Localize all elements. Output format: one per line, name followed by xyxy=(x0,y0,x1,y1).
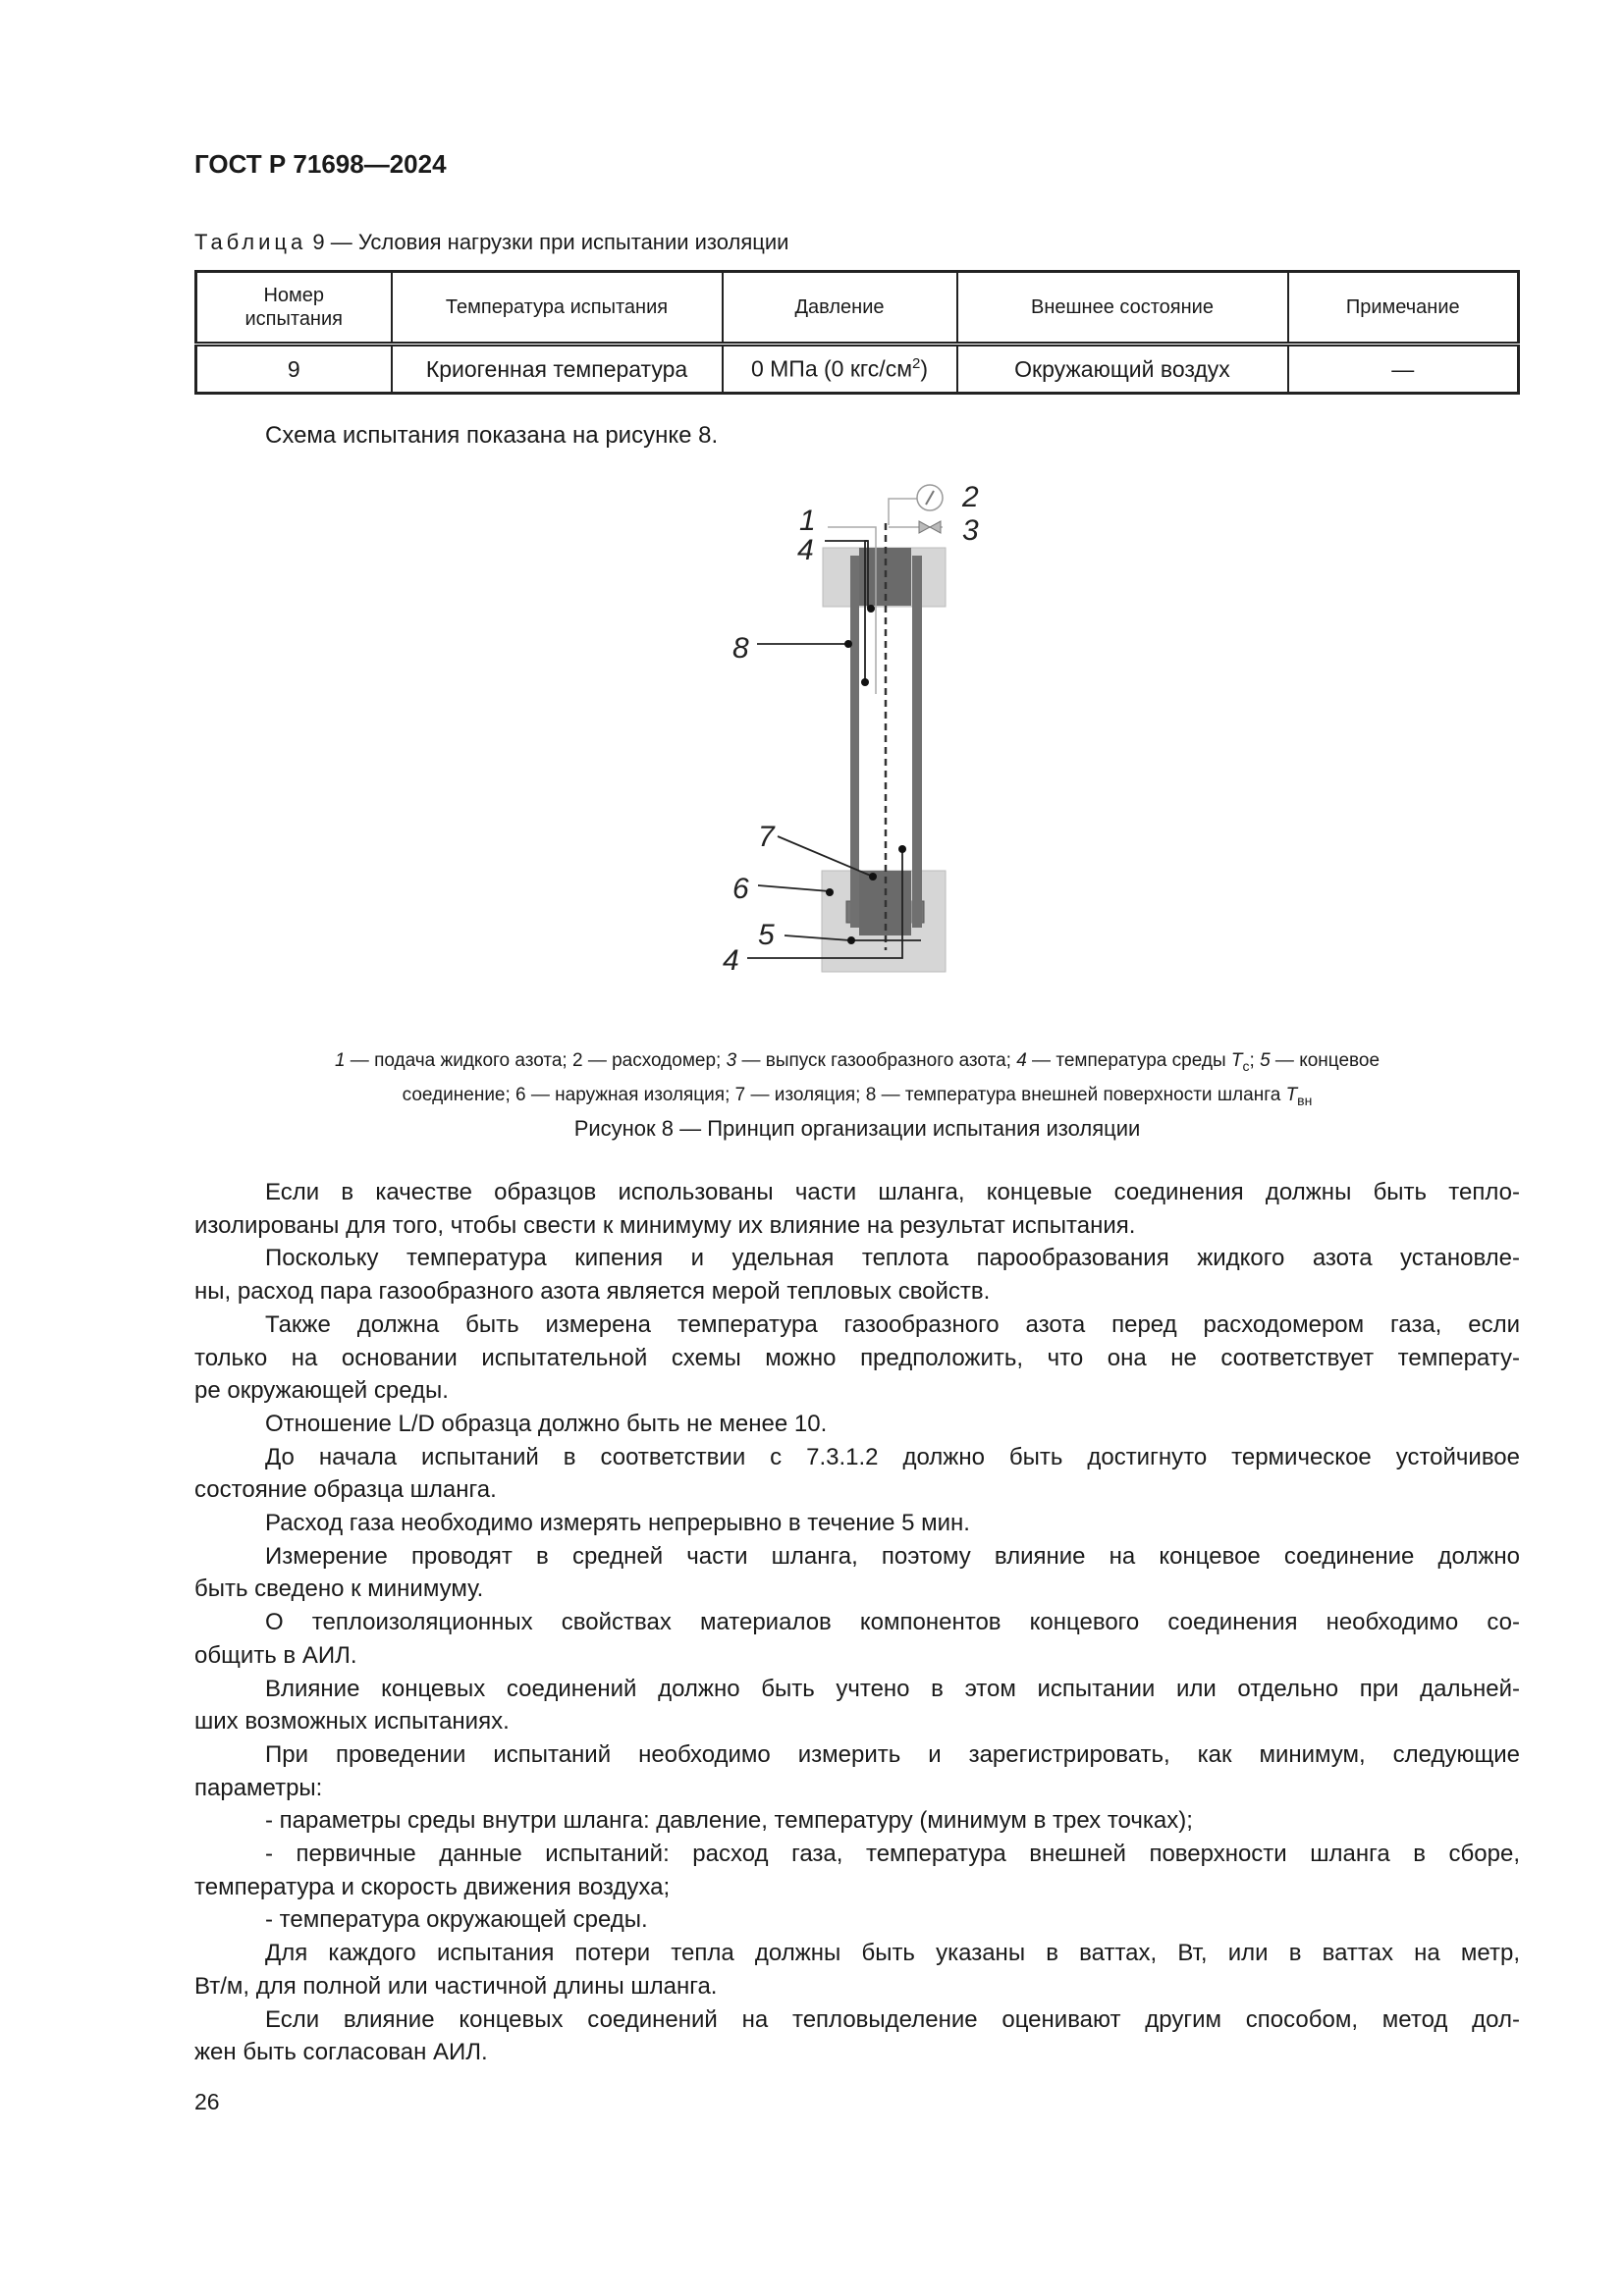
paragraph xyxy=(194,1507,1520,1540)
legend-num: 4 xyxy=(1016,1050,1027,1071)
symbol-t: T xyxy=(1285,1084,1298,1105)
cell-state: Окружающий воздух xyxy=(957,345,1288,394)
paragraph xyxy=(194,1673,1520,1738)
paragraph-line: - первичные данные испытаний: расход газа, температура внешней поверхности шланга в сборе, xyxy=(265,1841,1520,1868)
intro-text: Схема испытания показана на рисунке 8. xyxy=(265,422,719,449)
symbol-sub: вн xyxy=(1297,1092,1313,1108)
paragraph-line: параметры: xyxy=(194,1774,323,1801)
table-title-prefix: Таблица xyxy=(194,230,307,254)
paragraph-line: состояние образца шланга. xyxy=(194,1476,497,1504)
paragraph xyxy=(194,1738,1520,1804)
table-header-row xyxy=(196,272,1519,345)
label-7: 7 xyxy=(758,821,775,853)
pressure-sup: 2 xyxy=(912,355,921,373)
paragraph-line: О теплоизоляционных свойствах материалов компонентов концевого соединения необходимо со- xyxy=(265,1609,1520,1636)
paragraph xyxy=(194,2003,1520,2069)
legend-text: — концевое xyxy=(1270,1050,1380,1071)
paragraph-line: ших возможных испытаниях. xyxy=(194,1708,510,1735)
symbol-sub: с xyxy=(1242,1057,1250,1074)
table-title xyxy=(194,230,788,255)
paragraph-line: ны, расход пара газообразного азота является мерой тепловых свойств. xyxy=(194,1278,991,1306)
paragraph xyxy=(194,1408,1520,1441)
legend-num: 5 xyxy=(1260,1050,1271,1071)
paragraph-line: Расход газа необходимо измерять непрерывно в течение 5 мин. xyxy=(265,1510,970,1537)
legend-line-1 xyxy=(194,1046,1520,1081)
pressure-text: 0 МПа (0 кгс/см xyxy=(750,355,913,382)
symbol-t: T xyxy=(1230,1050,1243,1071)
label-2: 2 xyxy=(962,481,979,513)
table-title-text: 9 — Условия нагрузки при испытании изоляции xyxy=(306,230,789,254)
legend-text: — подача жидкого азота; 2 — расходомер; xyxy=(345,1050,727,1071)
paragraph xyxy=(194,1242,1520,1308)
paragraph-line: изолированы для того, чтобы свести к минимуму их влияние на результат испытания. xyxy=(194,1211,1136,1239)
paragraph-line: Вт/м, для полной или частичной длины шланга. xyxy=(194,1972,718,2000)
legend-text: — выпуск газообразного азота; xyxy=(736,1050,1017,1071)
bottom-insulation xyxy=(822,871,946,972)
document-header: ГОСТ Р 71698—2024 xyxy=(194,149,447,179)
paragraph-line: Измерение проводят в средней части шланга, поэтому влияние на концевое соединение должно xyxy=(265,1542,1520,1570)
header-cell: Примечание xyxy=(1288,272,1519,345)
label-5: 5 xyxy=(758,919,775,951)
paragraph-line: - температура окружающей среды. xyxy=(265,1906,648,1934)
test-scheme-diagram xyxy=(687,471,1041,1001)
paragraph-line: Отношение L/D образца должно быть не менее 10. xyxy=(265,1410,828,1437)
paragraph-line: ре окружающей среды. xyxy=(194,1377,449,1405)
paragraph-line: Также должна быть измерена температура газообразного азота перед расходомером газа, если xyxy=(265,1310,1520,1338)
paragraph xyxy=(194,1838,1520,1903)
header-cell: Температура испытания xyxy=(392,272,723,345)
paragraph-line: Если в качестве образцов использованы части шланга, концевые соединения должны быть тепло- xyxy=(265,1179,1520,1205)
paragraph-line: жен быть согласован АИЛ. xyxy=(194,2039,488,2066)
header-cell: Внешнее состояние xyxy=(957,272,1288,345)
label-3: 3 xyxy=(962,514,979,547)
figure-legend xyxy=(194,1046,1520,1115)
paragraph-line: При проведении испытаний необходимо измерить и зарегистрировать, как минимум, следующие xyxy=(265,1740,1520,1768)
paragraph xyxy=(194,1804,1520,1838)
page-number: 26 xyxy=(194,2089,220,2114)
cell-note: — xyxy=(1288,345,1519,394)
header-cell: Давление xyxy=(723,272,957,345)
table-row xyxy=(196,345,1519,394)
label-4-bottom: 4 xyxy=(723,944,739,977)
paragraph xyxy=(194,1903,1520,1937)
paragraph xyxy=(194,1441,1520,1507)
paragraph-line: Для каждого испытания потери тепла должны быть указаны в ваттах, Вт, или в ваттах на метр, xyxy=(265,1940,1520,1967)
cell-pressure xyxy=(723,345,957,394)
legend-text: соединение; 6 — наружная изоляция; 7 — изоляция; 8 — температура внешней поверхности шланга xyxy=(402,1084,1286,1105)
cell-num: 9 xyxy=(196,345,392,394)
label-1: 1 xyxy=(799,505,816,537)
paragraph-line: Поскольку температура кипения и удельная теплота парообразования жидкого азота установле- xyxy=(265,1245,1520,1272)
cell-temp: Криогенная температура xyxy=(392,345,723,394)
paragraph-line: Влияние концевых соединений должно быть учтено в этом испытании или отдельно при дальней- xyxy=(265,1675,1520,1702)
paragraph xyxy=(194,1176,1520,1242)
figure-title: Рисунок 8 — Принцип организации испытания изоляции xyxy=(573,1116,1141,1141)
paragraph xyxy=(194,1937,1520,2002)
pressure-end: ) xyxy=(920,355,929,382)
label-8: 8 xyxy=(732,632,749,665)
paragraph-line: общить в АИЛ. xyxy=(194,1641,357,1669)
legend-num: 3 xyxy=(726,1050,737,1071)
top-insulation xyxy=(823,548,946,607)
legend-text: — температура среды xyxy=(1026,1050,1231,1071)
label-4-top: 4 xyxy=(797,534,814,566)
valve-icon xyxy=(919,521,941,533)
paragraph xyxy=(194,1606,1520,1672)
paragraph xyxy=(194,1540,1520,1606)
body-text xyxy=(194,1176,1520,2069)
legend-text: ; xyxy=(1249,1050,1261,1071)
label-6: 6 xyxy=(732,873,749,905)
paragraph-line: температура и скорость движения воздуха; xyxy=(194,1873,671,1900)
header-cell: Номер испытания xyxy=(196,272,392,345)
legend-num: 1 xyxy=(334,1050,346,1071)
paragraph-line: До начала испытаний в соответствии с 7.3.1.2 должно быть достигнуто термическое устойчивое xyxy=(265,1443,1520,1470)
paragraph xyxy=(194,1308,1520,1408)
paragraph-line: только на основании испытательной схемы можно предположить, что она не соответствует температу- xyxy=(194,1344,1520,1371)
paragraph-line: - параметры среды внутри шланга: давление, температуру (минимум в трех точках); xyxy=(265,1807,1193,1835)
paragraph-line: быть сведено к минимуму. xyxy=(194,1575,484,1603)
legend-line-2 xyxy=(194,1081,1520,1115)
conditions-table xyxy=(194,270,1520,395)
paragraph-line: Если влияние концевых соединений на тепловыделение оценивают другим способом, метод дол- xyxy=(265,2005,1520,2033)
